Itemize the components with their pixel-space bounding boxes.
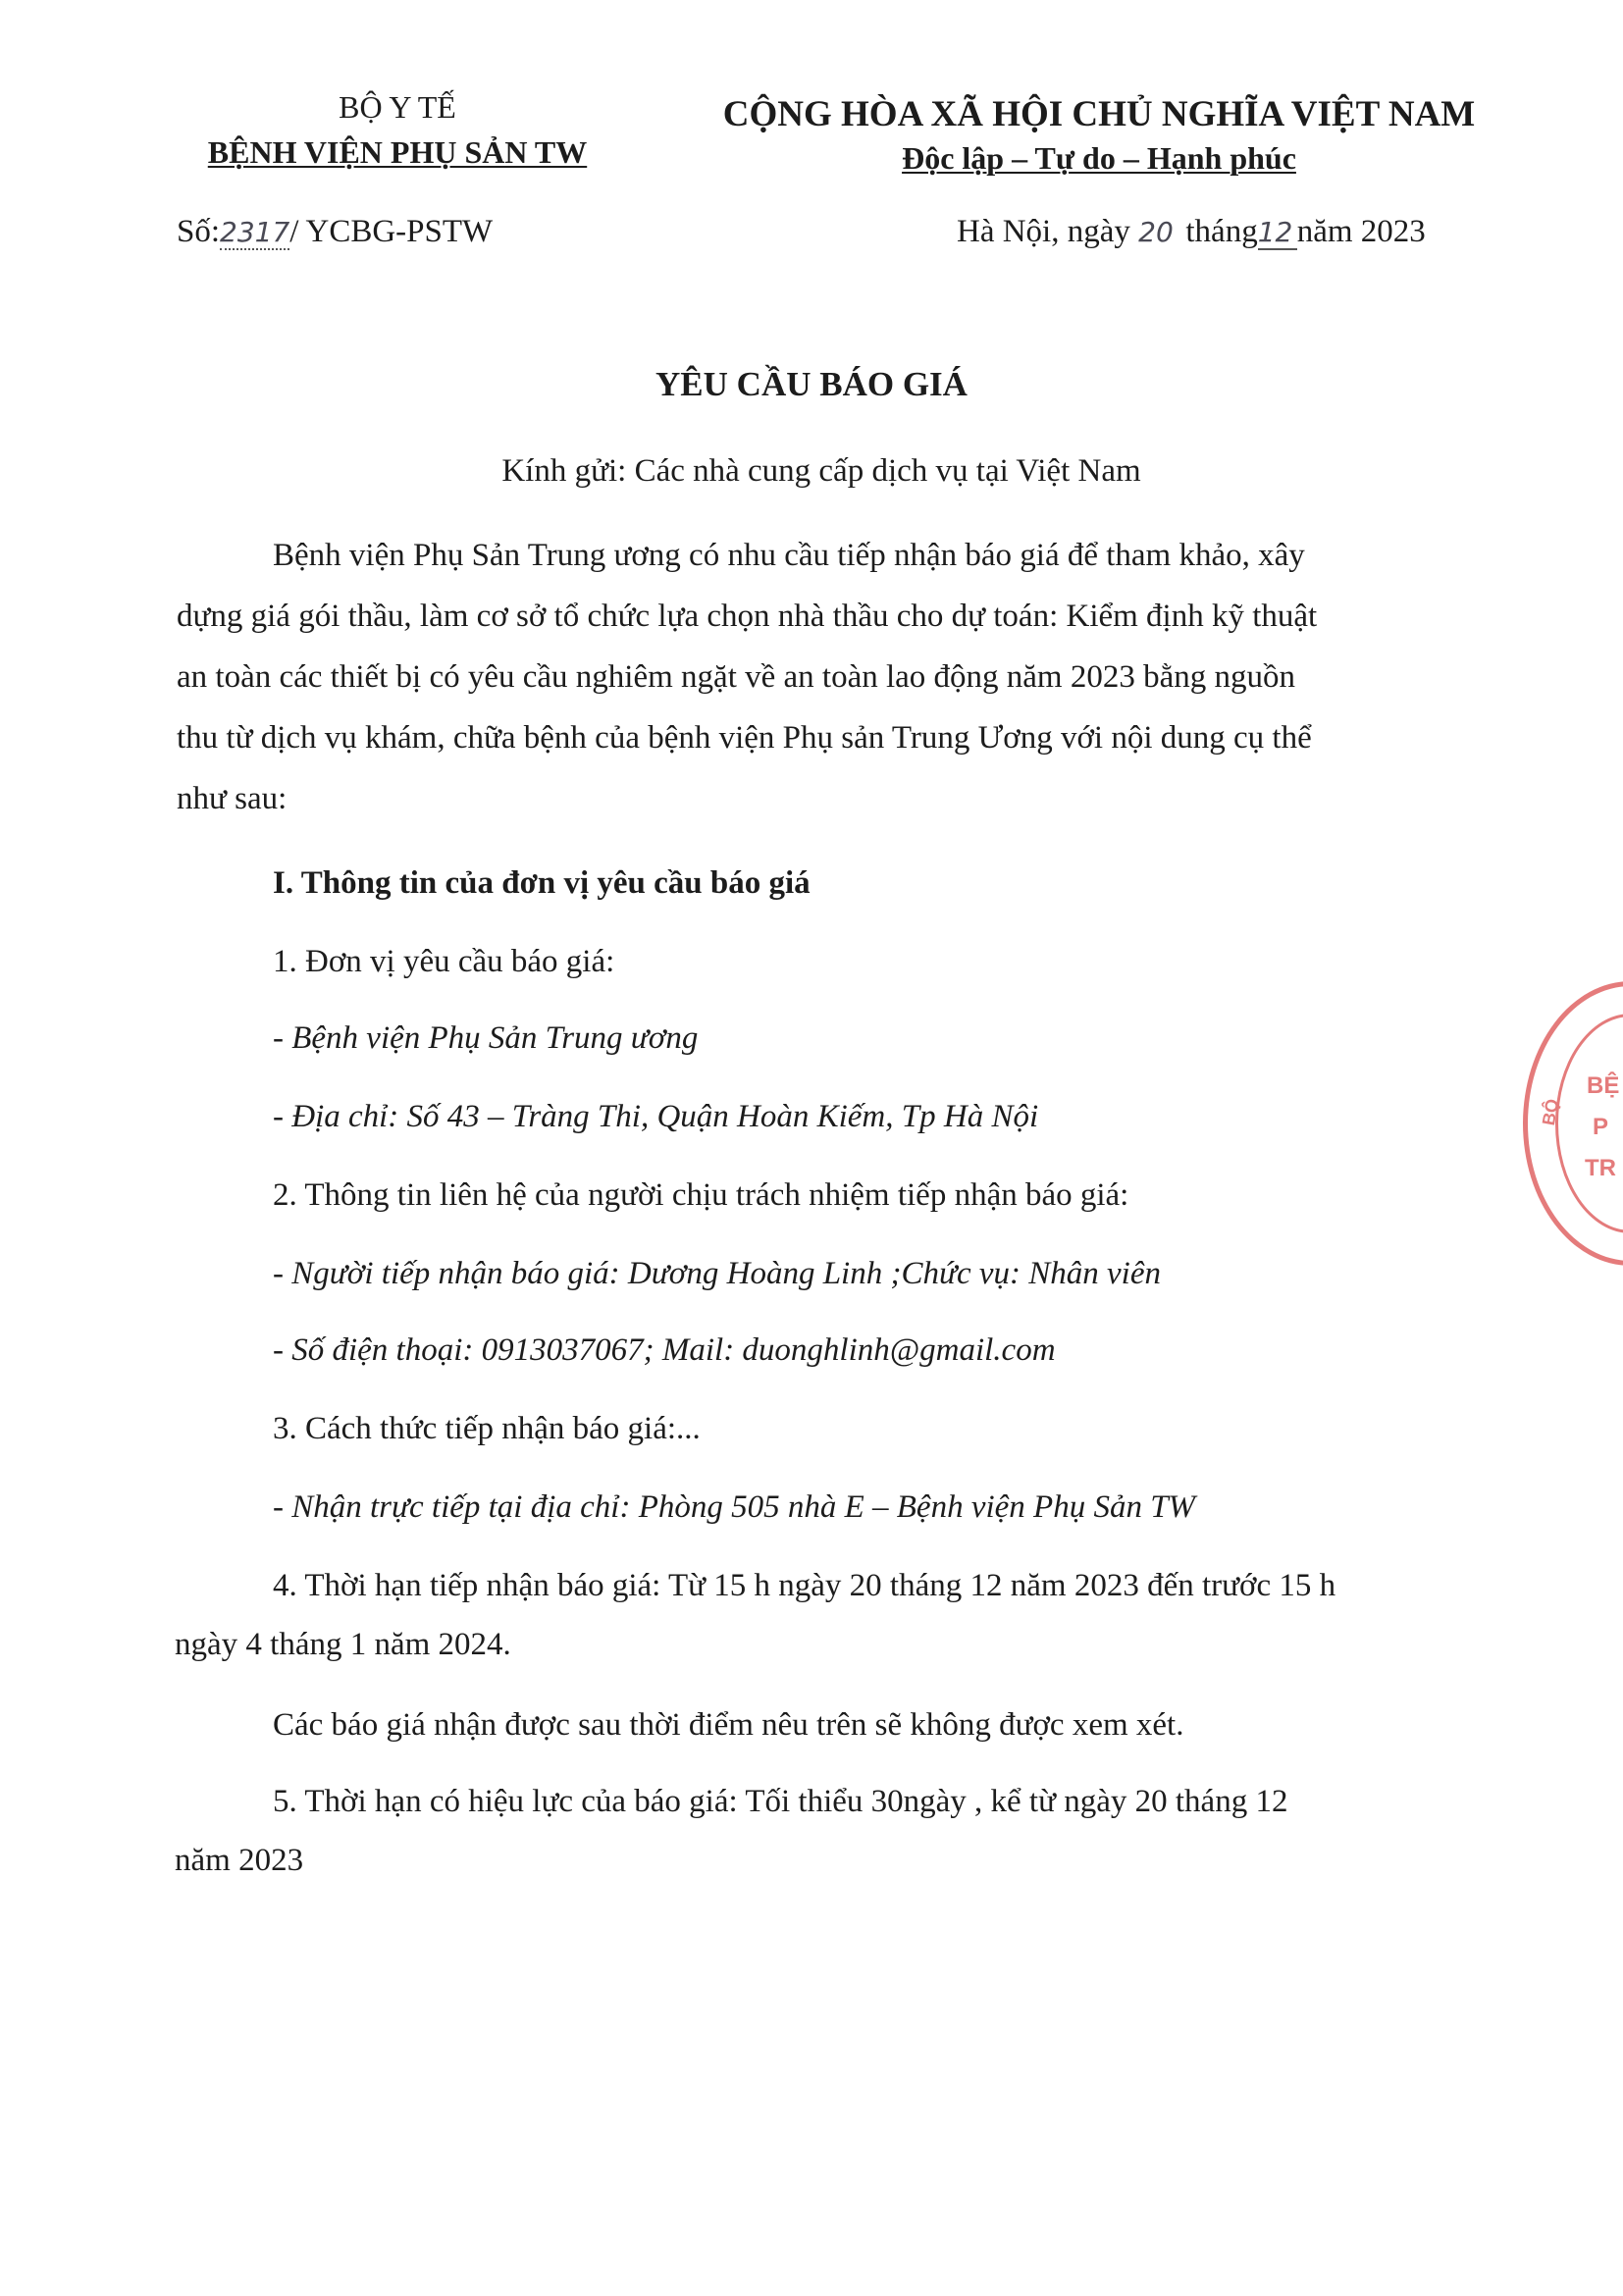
intro-line-4: thu từ dịch vụ khám, chữa bệnh của bệnh viện Phụ sản Trung Ương với nội dung cụ thể: [177, 720, 1312, 756]
document-title: YÊU CẦU BÁO GIÁ: [655, 365, 968, 403]
motto: [677, 141, 1521, 177]
number-prefix: Số:: [177, 214, 221, 249]
date-year: năm 2023: [1296, 214, 1426, 249]
number-suffix: / YCBG-PSTW: [289, 214, 494, 249]
late-note: Các báo giá nhận được sau thời điểm nêu trên sẽ không được xem xét.: [273, 1707, 1184, 1743]
item-3: 3. Cách thức tiếp nhận báo giá:...: [273, 1411, 701, 1446]
ministry-name: BỘ Y TẾ: [339, 89, 456, 125]
document-number: [177, 214, 493, 250]
item-5-line-2: năm 2023: [175, 1843, 304, 1878]
intro-line-5: như sau:: [177, 781, 288, 816]
country-name: CỘNG HÒA XÃ HỘI CHỦ NGHĨA VIỆT NAM: [722, 94, 1476, 134]
recipient: Kính gửi: Các nhà cung cấp dịch vụ tại Việt Nam: [501, 453, 1141, 489]
official-stamp: [1523, 981, 1623, 1266]
item-2-person: - Người tiếp nhận báo giá: Dương Hoàng Linh ;Chức vụ: Nhân viên: [273, 1256, 1161, 1291]
intro-line-3: an toàn các thiết bị có yêu cầu nghiêm ngặt về an toàn lao động năm 2023 bằng nguồn: [177, 659, 1295, 695]
item-1: 1. Đơn vị yêu cầu báo giá:: [273, 944, 615, 979]
stamp-text-1: BỘ: [1538, 1097, 1563, 1127]
item-1-name: - Bệnh viện Phụ Sản Trung ương: [273, 1020, 699, 1056]
intro-line-2: dựng giá gói thầu, làm cơ sở tổ chức lựa chọn nhà thầu cho dự toán: Kiểm định kỹ thuật: [177, 599, 1318, 634]
item-3-detail: - Nhận trực tiếp tại địa chỉ: Phòng 505 nhà E – Bệnh viện Phụ Sản TW: [273, 1489, 1196, 1525]
date-month: 12: [1258, 216, 1297, 250]
motto-text: Độc lập – Tự do – Hạnh phúc: [902, 140, 1296, 176]
item-5-line-1: 5. Thời hạn có hiệu lực của báo giá: Tối thiểu 30ngày , kể từ ngày 20 tháng 12: [273, 1784, 1288, 1819]
stamp-text-3: P: [1593, 1114, 1609, 1140]
item-2-contact: - Số điện thoại: 0913037067; Mail: duonghlinh@gmail.com: [273, 1332, 1056, 1368]
date-day: 20: [1138, 216, 1174, 248]
stamp-inner-ring: [1555, 1014, 1623, 1233]
document-date: [957, 214, 1426, 250]
date-prefix: Hà Nội, ngày: [957, 214, 1130, 249]
intro-line-1: Bệnh viện Phụ Sản Trung ương có nhu cầu tiếp nhận báo giá để tham khảo, xây: [273, 538, 1305, 573]
item-4-line-2: ngày 4 tháng 1 năm 2024.: [175, 1627, 511, 1662]
stamp-text-2: BỆ: [1587, 1072, 1620, 1099]
item-4-line-1: 4. Thời hạn tiếp nhận báo giá: Từ 15 h ngày 20 tháng 12 năm 2023 đến trước 15 h: [273, 1568, 1336, 1603]
hospital-name-text: BỆNH VIỆN PHỤ SẢN TW: [207, 134, 588, 170]
number-handwritten: 2317: [220, 216, 290, 248]
stamp-text-4: TR: [1585, 1155, 1616, 1181]
section-1-heading: I. Thông tin của đơn vị yêu cầu báo giá: [273, 865, 811, 901]
item-2: 2. Thông tin liên hệ của người chịu trách nhiệm tiếp nhận báo giá:: [273, 1177, 1129, 1213]
date-month-label: tháng: [1185, 214, 1258, 249]
item-1-address: - Địa chỉ: Số 43 – Tràng Thi, Quận Hoàn Kiếm, Tp Hà Nội: [273, 1099, 1039, 1134]
hospital-name: [167, 135, 628, 171]
